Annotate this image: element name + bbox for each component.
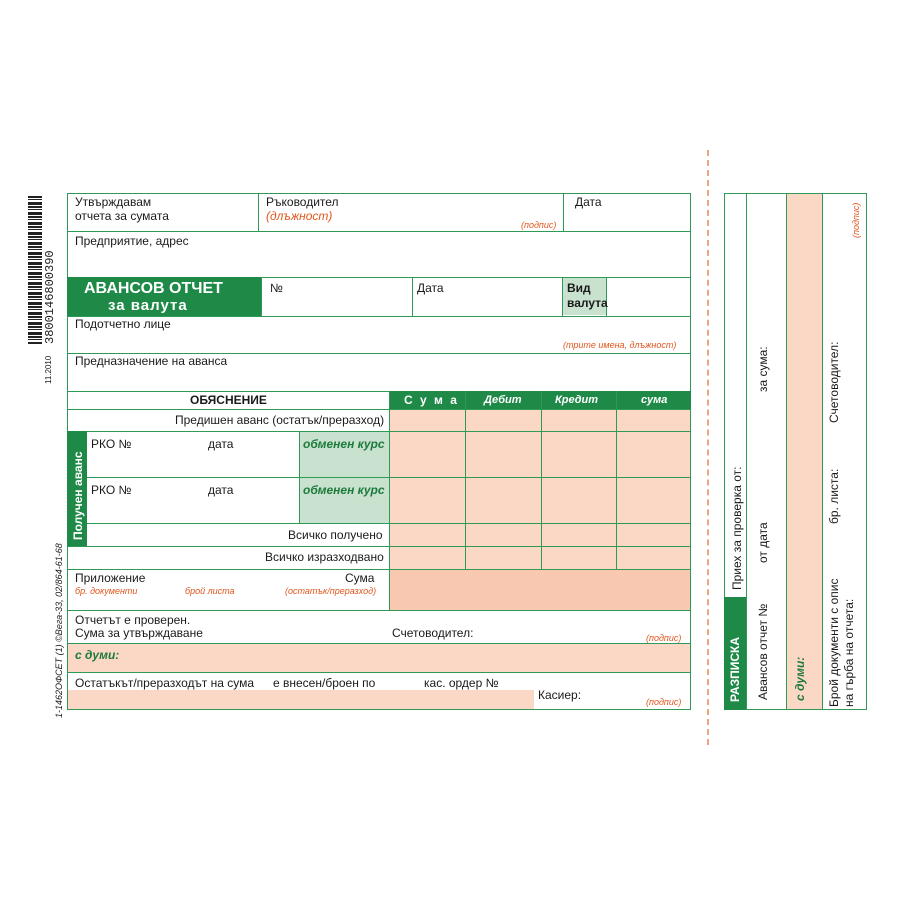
receipt-from-date: от дата: [756, 522, 770, 563]
col-sum2-header: сума: [641, 394, 668, 406]
title-line1: АВАНСОВ ОТЧЕТ: [84, 280, 223, 297]
date-label: Дата: [575, 195, 602, 209]
in-words-label: с думи:: [75, 648, 120, 662]
num-docs-hint: бр. документи: [75, 586, 138, 596]
manager-label: Ръководител: [266, 195, 339, 209]
receipt-in-words: с думи:: [793, 656, 807, 701]
rko2-label: РКО №: [91, 483, 132, 497]
sum-hint: (остатък/преразход): [285, 586, 377, 596]
approve-sum-label2: Сума за утвърждаване: [75, 626, 203, 640]
rko1-exchange-rate: обменен курс: [303, 437, 385, 451]
received-advance-label: Получен аванс: [71, 451, 85, 540]
cashier-sign: (подпис): [646, 697, 682, 707]
col-credit-header: Кредит: [555, 394, 599, 406]
rko2-date: дата: [208, 483, 234, 497]
num-sheets-hint: брой листа: [185, 586, 235, 596]
cash-order-label: кас. ордер №: [424, 676, 499, 690]
sum-label: Сума: [345, 571, 375, 585]
attachment-label: Приложение: [75, 571, 146, 585]
accountable-person-hint: (трите имена, длъжност): [563, 340, 677, 350]
date2-label: Дата: [417, 281, 444, 295]
title-line2: за валута: [108, 297, 188, 314]
receipt-docs-with-list: Брой документи с опис: [827, 578, 841, 707]
approve-label: Утвърждавам: [75, 195, 152, 209]
col-debit-header: Дебит: [484, 394, 522, 406]
manager-position: (длъжност): [266, 209, 333, 223]
cashier-label: Касиер:: [538, 688, 582, 702]
receipt-accountant: Счетоводител:: [827, 341, 841, 423]
total-spent-label: Всичко изразходвано: [265, 550, 384, 564]
receipt-accepted: Приех за проверка от:: [730, 466, 744, 590]
col-sum-header: С у м а: [404, 393, 459, 407]
receipt-sign: (подпис): [851, 202, 861, 238]
receipt-report-no: Авансов отчет №: [756, 603, 770, 700]
receipt-num-sheets: бр. листа:: [827, 468, 841, 524]
prev-advance-label: Предишен аванс (остатък/преразход): [175, 413, 385, 427]
rko2-exchange-rate: обменен курс: [303, 483, 385, 497]
cut-line: [707, 150, 709, 745]
receipt-title: РАЗПИСКА: [728, 636, 742, 702]
purpose-label: Предназначение на аванса: [75, 354, 228, 368]
explanation-header: ОБЯСНЕНИЕ: [190, 393, 267, 407]
manager-sign: (подпис): [521, 220, 557, 230]
total-received-label: Всичко получено: [288, 528, 383, 542]
barcode-digits: 3800146800390: [43, 250, 57, 344]
receipt-on-back: на гърба на отчета:: [842, 598, 856, 707]
remainder-label: Остатъкът/преразходът на сума: [75, 676, 255, 690]
receipt-for-sum: за сума:: [756, 346, 770, 392]
remainder-field[interactable]: [68, 690, 534, 709]
in-words-field[interactable]: [68, 644, 690, 672]
accountant-sign: (подпис): [646, 633, 682, 643]
rko1-date: дата: [208, 437, 234, 451]
verified-label: Отчетът е проверен.: [75, 613, 191, 627]
enterprise-label: Предприятие, адрес: [75, 234, 189, 248]
rko1-label: РКО №: [91, 437, 132, 451]
form-date-code: 11.2010: [44, 355, 53, 384]
accountant-label: Счетоводител:: [392, 626, 474, 640]
currency-type-label2: валута: [567, 296, 608, 310]
accountable-person-label: Подотчетно лице: [75, 317, 171, 331]
number-label: №: [270, 281, 283, 295]
printer-info: 1-1462ОФСЕТ (1) ©Вега-33, 02/864-61-68: [54, 543, 64, 718]
approve-sum-label: отчета за сумата: [75, 209, 169, 223]
receipt-amount-field[interactable]: [787, 194, 822, 709]
barcode: [28, 196, 42, 344]
paid-by-label: е внесен/броен по: [273, 676, 376, 690]
currency-type-label: Вид: [567, 281, 591, 295]
